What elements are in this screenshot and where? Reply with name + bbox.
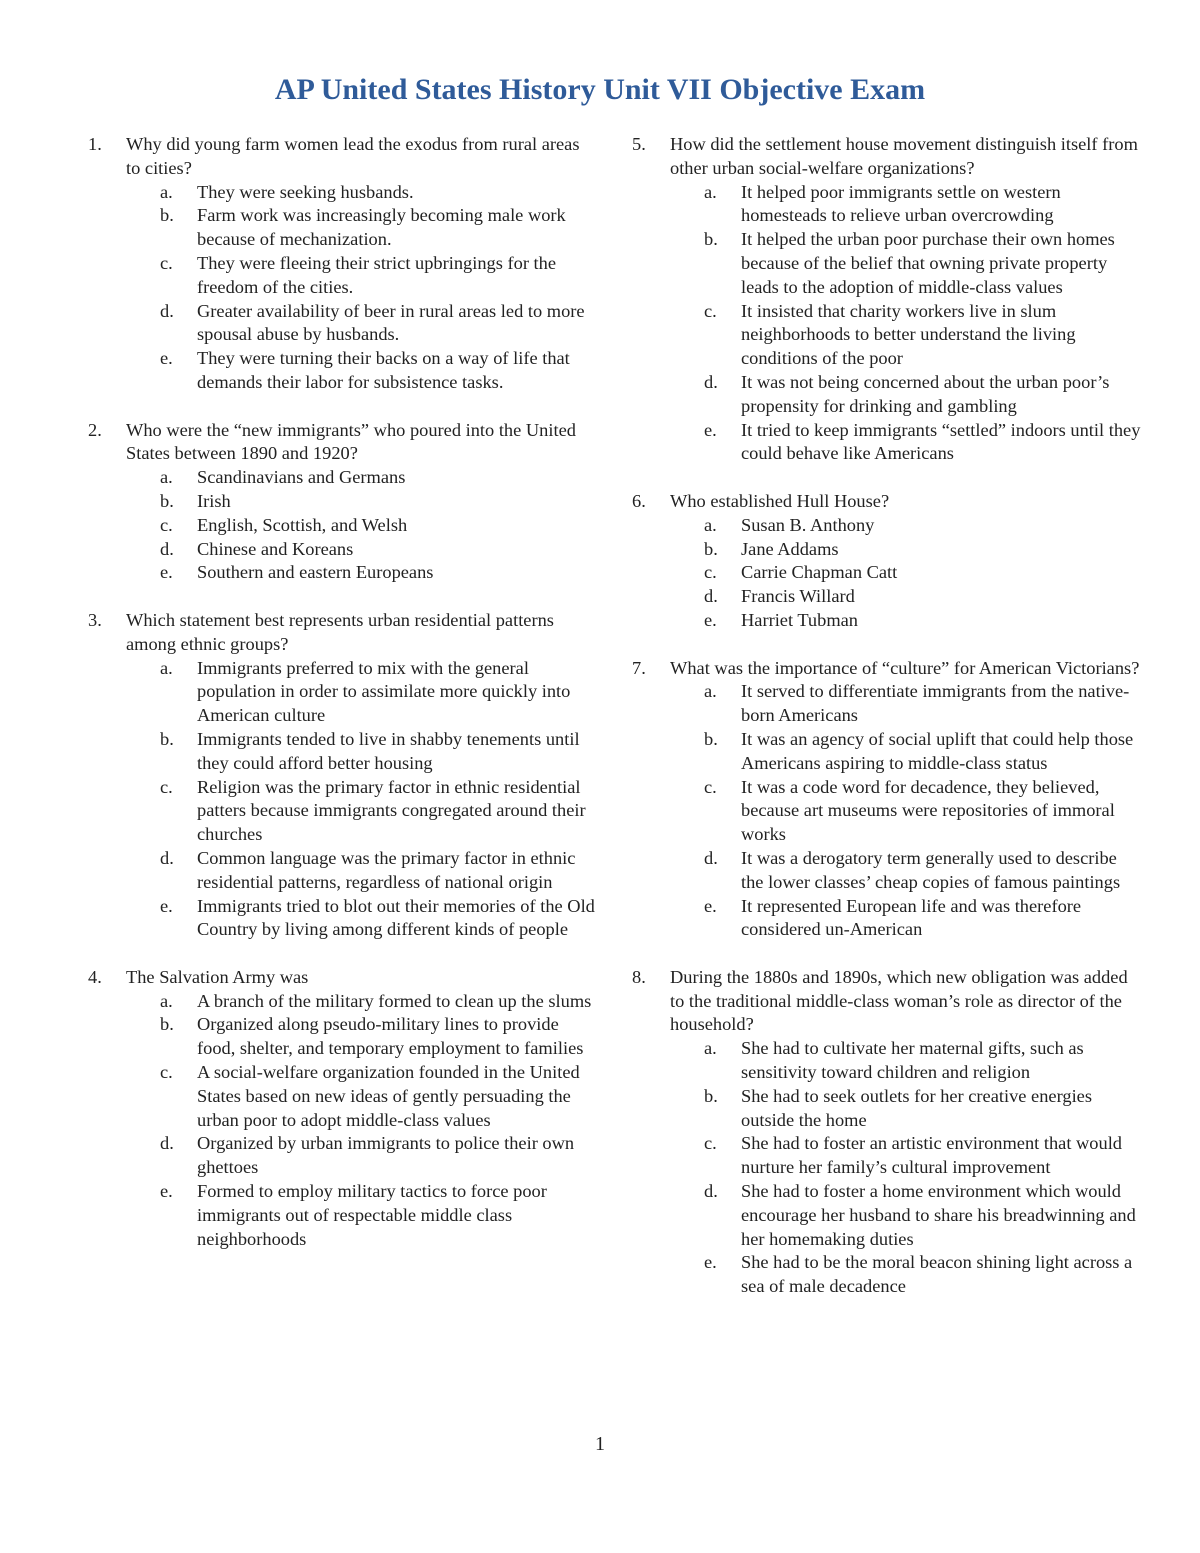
- choice-text: They were turning their backs on a way of life that demands their labor for subsistence tasks.: [197, 348, 570, 392]
- choice-text: Greater availability of beer in rural areas led to more spousal abuse by husbands.: [197, 300, 585, 345]
- choice-letter: a.: [160, 467, 173, 488]
- choice-c: [704, 776, 1142, 847]
- choice-b: [160, 490, 598, 514]
- question-number: 8.: [632, 966, 646, 987]
- question-7: [632, 657, 1142, 943]
- choice-c: [160, 514, 598, 538]
- choice-letter: b.: [704, 229, 718, 250]
- question-stem: Which statement best represents urban residential patterns among ethnic groups?: [126, 609, 554, 654]
- choice-text: English, Scottish, and Welsh: [197, 514, 408, 535]
- choice-text: Susan B. Anthony: [741, 514, 875, 535]
- choice-a: [160, 466, 598, 490]
- choice-b: [704, 228, 1142, 299]
- choice-c: [160, 776, 598, 847]
- left-column: [88, 133, 598, 1275]
- choice-letter: c.: [704, 562, 717, 583]
- choice-a: [160, 181, 598, 205]
- question-6: [632, 490, 1142, 633]
- choice-letter: a.: [160, 657, 173, 678]
- choice-c: [704, 1132, 1142, 1180]
- choice-text: Carrie Chapman Catt: [741, 562, 898, 583]
- choice-letter: a.: [160, 990, 173, 1011]
- choice-c: [160, 252, 598, 300]
- choice-text: Immigrants tried to blot out their memories of the Old Country by living among different kinds of people: [197, 895, 595, 940]
- choice-b: [704, 728, 1142, 776]
- question-number: 2.: [88, 419, 102, 440]
- choice-text: Immigrants preferred to mix with the general population in order to assimilate more quickly into American culture: [197, 657, 571, 726]
- choice-b: [704, 538, 1142, 562]
- choice-text: A branch of the military formed to clean up the slums: [197, 990, 592, 1011]
- choice-c: [704, 561, 1142, 585]
- question-stem: Who were the “new immigrants” who poured into the United States between 1890 and 1920?: [126, 419, 576, 464]
- choice-e: [160, 895, 598, 943]
- choice-letter: c.: [704, 1133, 717, 1154]
- choice-text: It was not being concerned about the urban poor’s propensity for drinking and gambling: [741, 371, 1110, 416]
- choice-text: It helped the urban poor purchase their own homes because of the belief that owning private property leads to the adoption of middle-class values: [741, 229, 1115, 297]
- choice-text: Common language was the primary factor in ethnic residential patterns, regardless of national origin: [197, 847, 576, 892]
- choice-b: [160, 204, 598, 252]
- question-stem: What was the importance of “culture” for American Victorians?: [670, 657, 1140, 678]
- choice-d: [704, 847, 1142, 895]
- choice-d: [704, 1180, 1142, 1251]
- choice-letter: e.: [160, 1181, 173, 1202]
- choice-text: She had to foster an artistic environment that would nurture her family’s cultural improvement: [741, 1133, 1123, 1178]
- choice-letter: b.: [160, 490, 174, 511]
- choice-letter: a.: [704, 681, 717, 702]
- choice-text: She had to foster a home environment which would encourage her husband to share his breadwinning and her homemaking duties: [741, 1181, 1136, 1249]
- question-stem: Who established Hull House?: [670, 490, 890, 511]
- choice-text: Scandinavians and Germans: [197, 467, 406, 488]
- choice-letter: e.: [160, 348, 173, 369]
- choice-text: It helped poor immigrants settle on western homesteads to relieve urban overcrowding: [741, 181, 1061, 226]
- choice-text: Jane Addams: [741, 538, 839, 559]
- choice-e: [704, 609, 1142, 633]
- choice-letter: d.: [160, 847, 174, 868]
- choice-text: She had to cultivate her maternal gifts, such as sensitivity toward children and religion: [741, 1038, 1084, 1083]
- choice-text: Organized along pseudo-military lines to provide food, shelter, and temporary employment to families: [197, 1014, 584, 1059]
- choice-letter: e.: [704, 1252, 717, 1273]
- choice-letter: d.: [160, 300, 174, 321]
- choice-letter: a.: [704, 1038, 717, 1059]
- question-1: [88, 133, 598, 395]
- choice-text: It was an agency of social uplift that could help those Americans aspiring to middle-class status: [741, 728, 1134, 773]
- choice-letter: d.: [160, 1133, 174, 1154]
- choice-d: [160, 300, 598, 348]
- question-stem: Why did young farm women lead the exodus from rural areas to cities?: [126, 134, 580, 178]
- question-stem: The Salvation Army was: [126, 966, 309, 987]
- question-2: [88, 419, 598, 586]
- choice-letter: b.: [704, 1085, 718, 1106]
- choice-letter: a.: [160, 181, 173, 202]
- choice-text: She had to be the moral beacon shining light across a sea of male decadence: [741, 1252, 1133, 1297]
- choice-d: [704, 585, 1142, 609]
- choice-d: [160, 538, 598, 562]
- choice-letter: a.: [704, 514, 717, 535]
- choice-text: Southern and eastern Europeans: [197, 562, 434, 583]
- choice-letter: c.: [160, 514, 173, 535]
- question-5: [632, 133, 1142, 466]
- choice-text: Chinese and Koreans: [197, 538, 354, 559]
- choice-e: [704, 1251, 1142, 1299]
- choice-text: Farm work was increasingly becoming male work because of mechanization.: [197, 205, 566, 250]
- question-3: [88, 609, 598, 942]
- choice-letter: b.: [160, 728, 174, 749]
- choice-text: Immigrants tended to live in shabby tenements until they could afford better housing: [197, 728, 580, 773]
- choice-text: A social-welfare organization founded in the United States based on new ideas of gently persuading the urban poor to adopt middle-class values: [197, 1062, 580, 1130]
- choice-letter: d.: [160, 538, 174, 559]
- choice-e: [160, 1180, 598, 1251]
- choice-text: It was a derogatory term generally used to describe the lower classes’ cheap copies of famous paintings: [741, 847, 1121, 892]
- choice-letter: d.: [704, 586, 718, 607]
- choice-text: Harriet Tubman: [741, 609, 858, 630]
- question-4: [88, 966, 598, 1252]
- choice-text: It tried to keep immigrants “settled” indoors until they could behave like Americans: [741, 419, 1141, 464]
- choice-letter: c.: [160, 776, 173, 797]
- choice-c: [160, 1061, 598, 1132]
- choice-text: It insisted that charity workers live in slum neighborhoods to better understand the living conditions of the poor: [741, 300, 1076, 369]
- choice-a: [704, 1037, 1142, 1085]
- choice-letter: d.: [704, 847, 718, 868]
- choice-letter: e.: [160, 562, 173, 583]
- choice-b: [160, 1013, 598, 1061]
- choice-a: [160, 657, 598, 728]
- right-column: [632, 133, 1142, 1323]
- choice-letter: c.: [160, 1062, 173, 1083]
- page-title: AP United States History Unit VII Objective Exam: [274, 73, 926, 106]
- choice-a: [704, 680, 1142, 728]
- choice-text: They were seeking husbands.: [197, 181, 414, 202]
- choice-text: Religion was the primary factor in ethnic residential patters because immigrants congregated around their churches: [197, 776, 586, 845]
- choice-letter: b.: [704, 538, 718, 559]
- choice-letter: e.: [704, 895, 717, 916]
- choice-text: It represented European life and was therefore considered un-American: [741, 895, 1082, 940]
- question-number: 3.: [88, 609, 102, 630]
- question-number: 5.: [632, 134, 646, 154]
- question-8: [632, 966, 1142, 1299]
- choice-letter: e.: [704, 419, 717, 440]
- question-number: 7.: [632, 657, 646, 678]
- choice-c: [704, 300, 1142, 371]
- question-stem: How did the settlement house movement distinguish itself from other urban social-welfare organizations?: [670, 134, 1138, 178]
- choice-d: [160, 1132, 598, 1180]
- choice-text: Formed to employ military tactics to force poor immigrants out of respectable middle class neighborhoods: [197, 1181, 547, 1249]
- choice-letter: a.: [704, 181, 717, 202]
- question-number: 1.: [88, 134, 102, 154]
- choice-text: Irish: [197, 490, 231, 511]
- choice-letter: b.: [160, 205, 174, 226]
- choice-letter: e.: [160, 895, 173, 916]
- question-number: 6.: [632, 490, 646, 511]
- choice-e: [160, 561, 598, 585]
- choice-letter: d.: [704, 1181, 718, 1202]
- choice-a: [704, 181, 1142, 229]
- page-number: 1: [595, 1433, 605, 1455]
- choice-d: [160, 847, 598, 895]
- choice-text: They were fleeing their strict upbringings for the freedom of the cities.: [197, 252, 557, 297]
- choice-e: [704, 419, 1142, 467]
- choice-letter: e.: [704, 609, 717, 630]
- choice-text: It was a code word for decadence, they believed, because art museums were repositories of immoral works: [741, 776, 1115, 845]
- choice-b: [704, 1085, 1142, 1133]
- question-stem: During the 1880s and 1890s, which new obligation was added to the traditional middle-class woman’s role as director of the household?: [670, 966, 1128, 1035]
- choice-letter: c.: [704, 300, 717, 321]
- question-number: 4.: [88, 966, 102, 987]
- choice-e: [704, 895, 1142, 943]
- choice-a: [160, 990, 598, 1014]
- choice-letter: b.: [160, 1014, 174, 1035]
- choice-e: [160, 347, 598, 395]
- choice-text: Francis Willard: [741, 586, 855, 607]
- choice-letter: c.: [704, 776, 717, 797]
- choice-d: [704, 371, 1142, 419]
- choice-b: [160, 728, 598, 776]
- choice-text: Organized by urban immigrants to police their own ghettoes: [197, 1133, 575, 1178]
- choice-letter: c.: [160, 252, 173, 273]
- choice-text: She had to seek outlets for her creative energies outside the home: [741, 1085, 1092, 1130]
- choice-letter: d.: [704, 371, 718, 392]
- choice-letter: b.: [704, 728, 718, 749]
- choice-text: It served to differentiate immigrants from the native-born Americans: [741, 681, 1130, 726]
- choice-a: [704, 514, 1142, 538]
